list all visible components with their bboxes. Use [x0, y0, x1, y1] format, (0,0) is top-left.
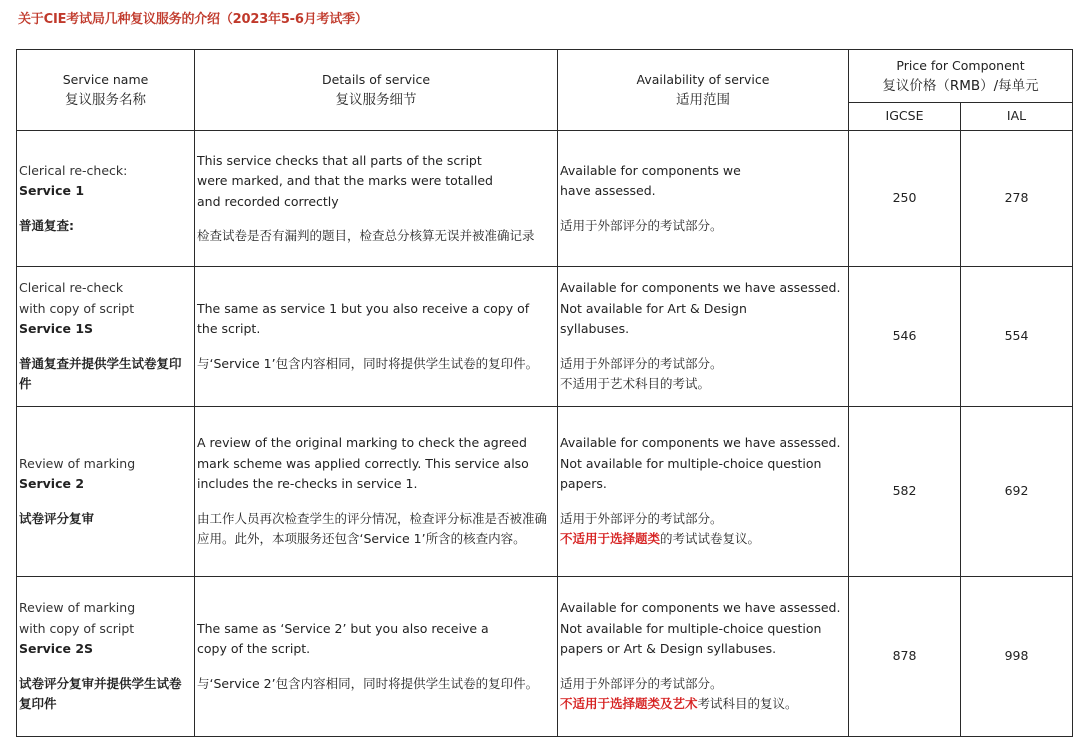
price-ial: 278 — [961, 131, 1073, 267]
service-details-cell — [195, 577, 558, 737]
service-name-line: with copy of script — [19, 620, 135, 636]
table-row — [17, 407, 1073, 577]
header-name-en: Service name — [62, 71, 149, 87]
availability-line: Available for components we have assessed. — [560, 280, 841, 296]
details-line: the script. — [197, 321, 261, 337]
header-service-name — [17, 50, 195, 131]
service-name-cn: 普通复查: — [19, 217, 74, 233]
price-igcse: 250 — [849, 131, 961, 267]
availability-cn-2: 不适用于选择题类的考试试卷复议。 — [560, 531, 761, 547]
header-price — [849, 50, 1073, 103]
availability-cn: 适用于外部评分的考试部分。 — [560, 355, 723, 371]
price-igcse: 546 — [849, 267, 961, 407]
availability-cell — [558, 407, 849, 577]
availability-cell — [558, 577, 849, 737]
service-name-cell — [17, 577, 195, 737]
availability-line: papers. — [560, 476, 607, 492]
header-availability — [558, 50, 849, 131]
header-igcse: IGCSE — [849, 103, 961, 131]
service-id: Service 2S — [19, 641, 94, 657]
availability-cn: 适用于外部评分的考试部分。 — [560, 510, 723, 526]
service-name-cell — [17, 407, 195, 577]
service-id: Service 1S — [19, 321, 94, 337]
service-name-line: with copy of script — [19, 300, 135, 316]
availability-line: Available for components we have assessed. — [560, 435, 841, 451]
service-name-line: Review of marking — [19, 455, 136, 471]
page-title: 关于CIE考试局几种复议服务的介绍（2023年5-6月考试季） — [18, 12, 368, 27]
header-price-cn: 复议价格（RMB）/每单元 — [882, 78, 1039, 94]
service-name-cell — [17, 267, 195, 407]
availability-restriction: 不适用于选择题类 — [560, 531, 661, 547]
service-id: Service 2 — [19, 476, 85, 492]
availability-cn-2: 不适用于选择题类及艺术考试科目的复议。 — [560, 696, 798, 712]
service-name-cn: 普通复查并提供学生试卷复印件 — [19, 355, 182, 392]
table-row — [17, 577, 1073, 737]
availability-line: have assessed. — [560, 183, 656, 199]
price-igcse: 582 — [849, 407, 961, 577]
service-table — [16, 49, 1073, 737]
availability-line: Not available for multiple-choice question — [560, 455, 822, 471]
availability-line: Available for components we have assessed. — [560, 600, 841, 616]
availability-line: Not available for multiple-choice question — [560, 620, 822, 636]
header-avail-cn: 适用范围 — [676, 92, 730, 108]
availability-line: syllabuses. — [560, 321, 630, 337]
table-row — [17, 131, 1073, 267]
service-details-cell — [195, 131, 558, 267]
details-cn: 与‘Service 2’包含内容相同，同时将提供学生试卷的复印件。 — [197, 675, 539, 691]
details-line: includes the re-checks in service 1. — [197, 476, 418, 492]
service-name-cn: 试卷评分复审并提供学生试卷复印件 — [19, 675, 182, 712]
details-cn: 检查试卷是否有漏判的题目，检查总分核算无误并被准确记录 — [197, 228, 535, 243]
details-line: The same as service 1 but you also receive a copy of — [197, 300, 530, 316]
price-ial: 998 — [961, 577, 1073, 737]
details-line: mark scheme was applied correctly. This service also — [197, 455, 529, 471]
table-row — [17, 267, 1073, 407]
details-line: copy of the script. — [197, 641, 311, 657]
service-name-line: Clerical re-check — [19, 280, 124, 296]
service-name-line: Clerical re-check: — [19, 162, 128, 178]
header-ial: IAL — [961, 103, 1073, 131]
availability-restriction: 不适用于选择题类及艺术 — [560, 696, 698, 712]
price-igcse: 878 — [849, 577, 961, 737]
availability-cn-2: 不适用于艺术科目的考试。 — [560, 376, 711, 392]
availability-cell — [558, 131, 849, 267]
availability-cell — [558, 267, 849, 407]
service-details-cell — [195, 267, 558, 407]
price-ial: 692 — [961, 407, 1073, 577]
details-cn: 由工作人员再次检查学生的评分情况，检查评分标准是否被准确应用。此外，本项服务还包含‘Service 1’所含的核查内容。 — [197, 510, 548, 547]
availability-line: Not available for Art & Design — [560, 300, 747, 316]
details-cn: 与‘Service 1’包含内容相同，同时将提供学生试卷的复印件。 — [197, 355, 539, 371]
header-details-cn: 复议服务细节 — [335, 92, 417, 108]
availability-cn: 适用于外部评分的考试部分。 — [560, 675, 723, 691]
availability-cn: 适用于外部评分的考试部分。 — [560, 217, 723, 233]
details-line: A review of the original marking to check the agreed — [197, 435, 527, 451]
header-details — [195, 50, 558, 131]
details-line: This service checks that all parts of the script — [197, 152, 482, 168]
header-price-en: Price for Component — [896, 57, 1025, 73]
service-name-cell — [17, 131, 195, 267]
header-name-cn: 复议服务名称 — [65, 92, 146, 108]
service-name-line: Review of marking — [19, 600, 136, 616]
availability-line: papers or Art & Design syllabuses. — [560, 641, 777, 657]
price-ial: 554 — [961, 267, 1073, 407]
header-details-en: Details of service — [321, 71, 431, 87]
service-details-cell — [195, 407, 558, 577]
details-line: were marked, and that the marks were totalled — [197, 173, 493, 188]
service-id: Service 1 — [19, 183, 85, 199]
details-line: The same as ‘Service 2’ but you also receive a — [197, 620, 489, 636]
header-avail-en: Availability of service — [636, 71, 770, 87]
service-name-cn: 试卷评分复审 — [19, 510, 95, 526]
availability-line: Available for components we — [560, 162, 741, 178]
details-line: and recorded correctly — [197, 193, 339, 209]
